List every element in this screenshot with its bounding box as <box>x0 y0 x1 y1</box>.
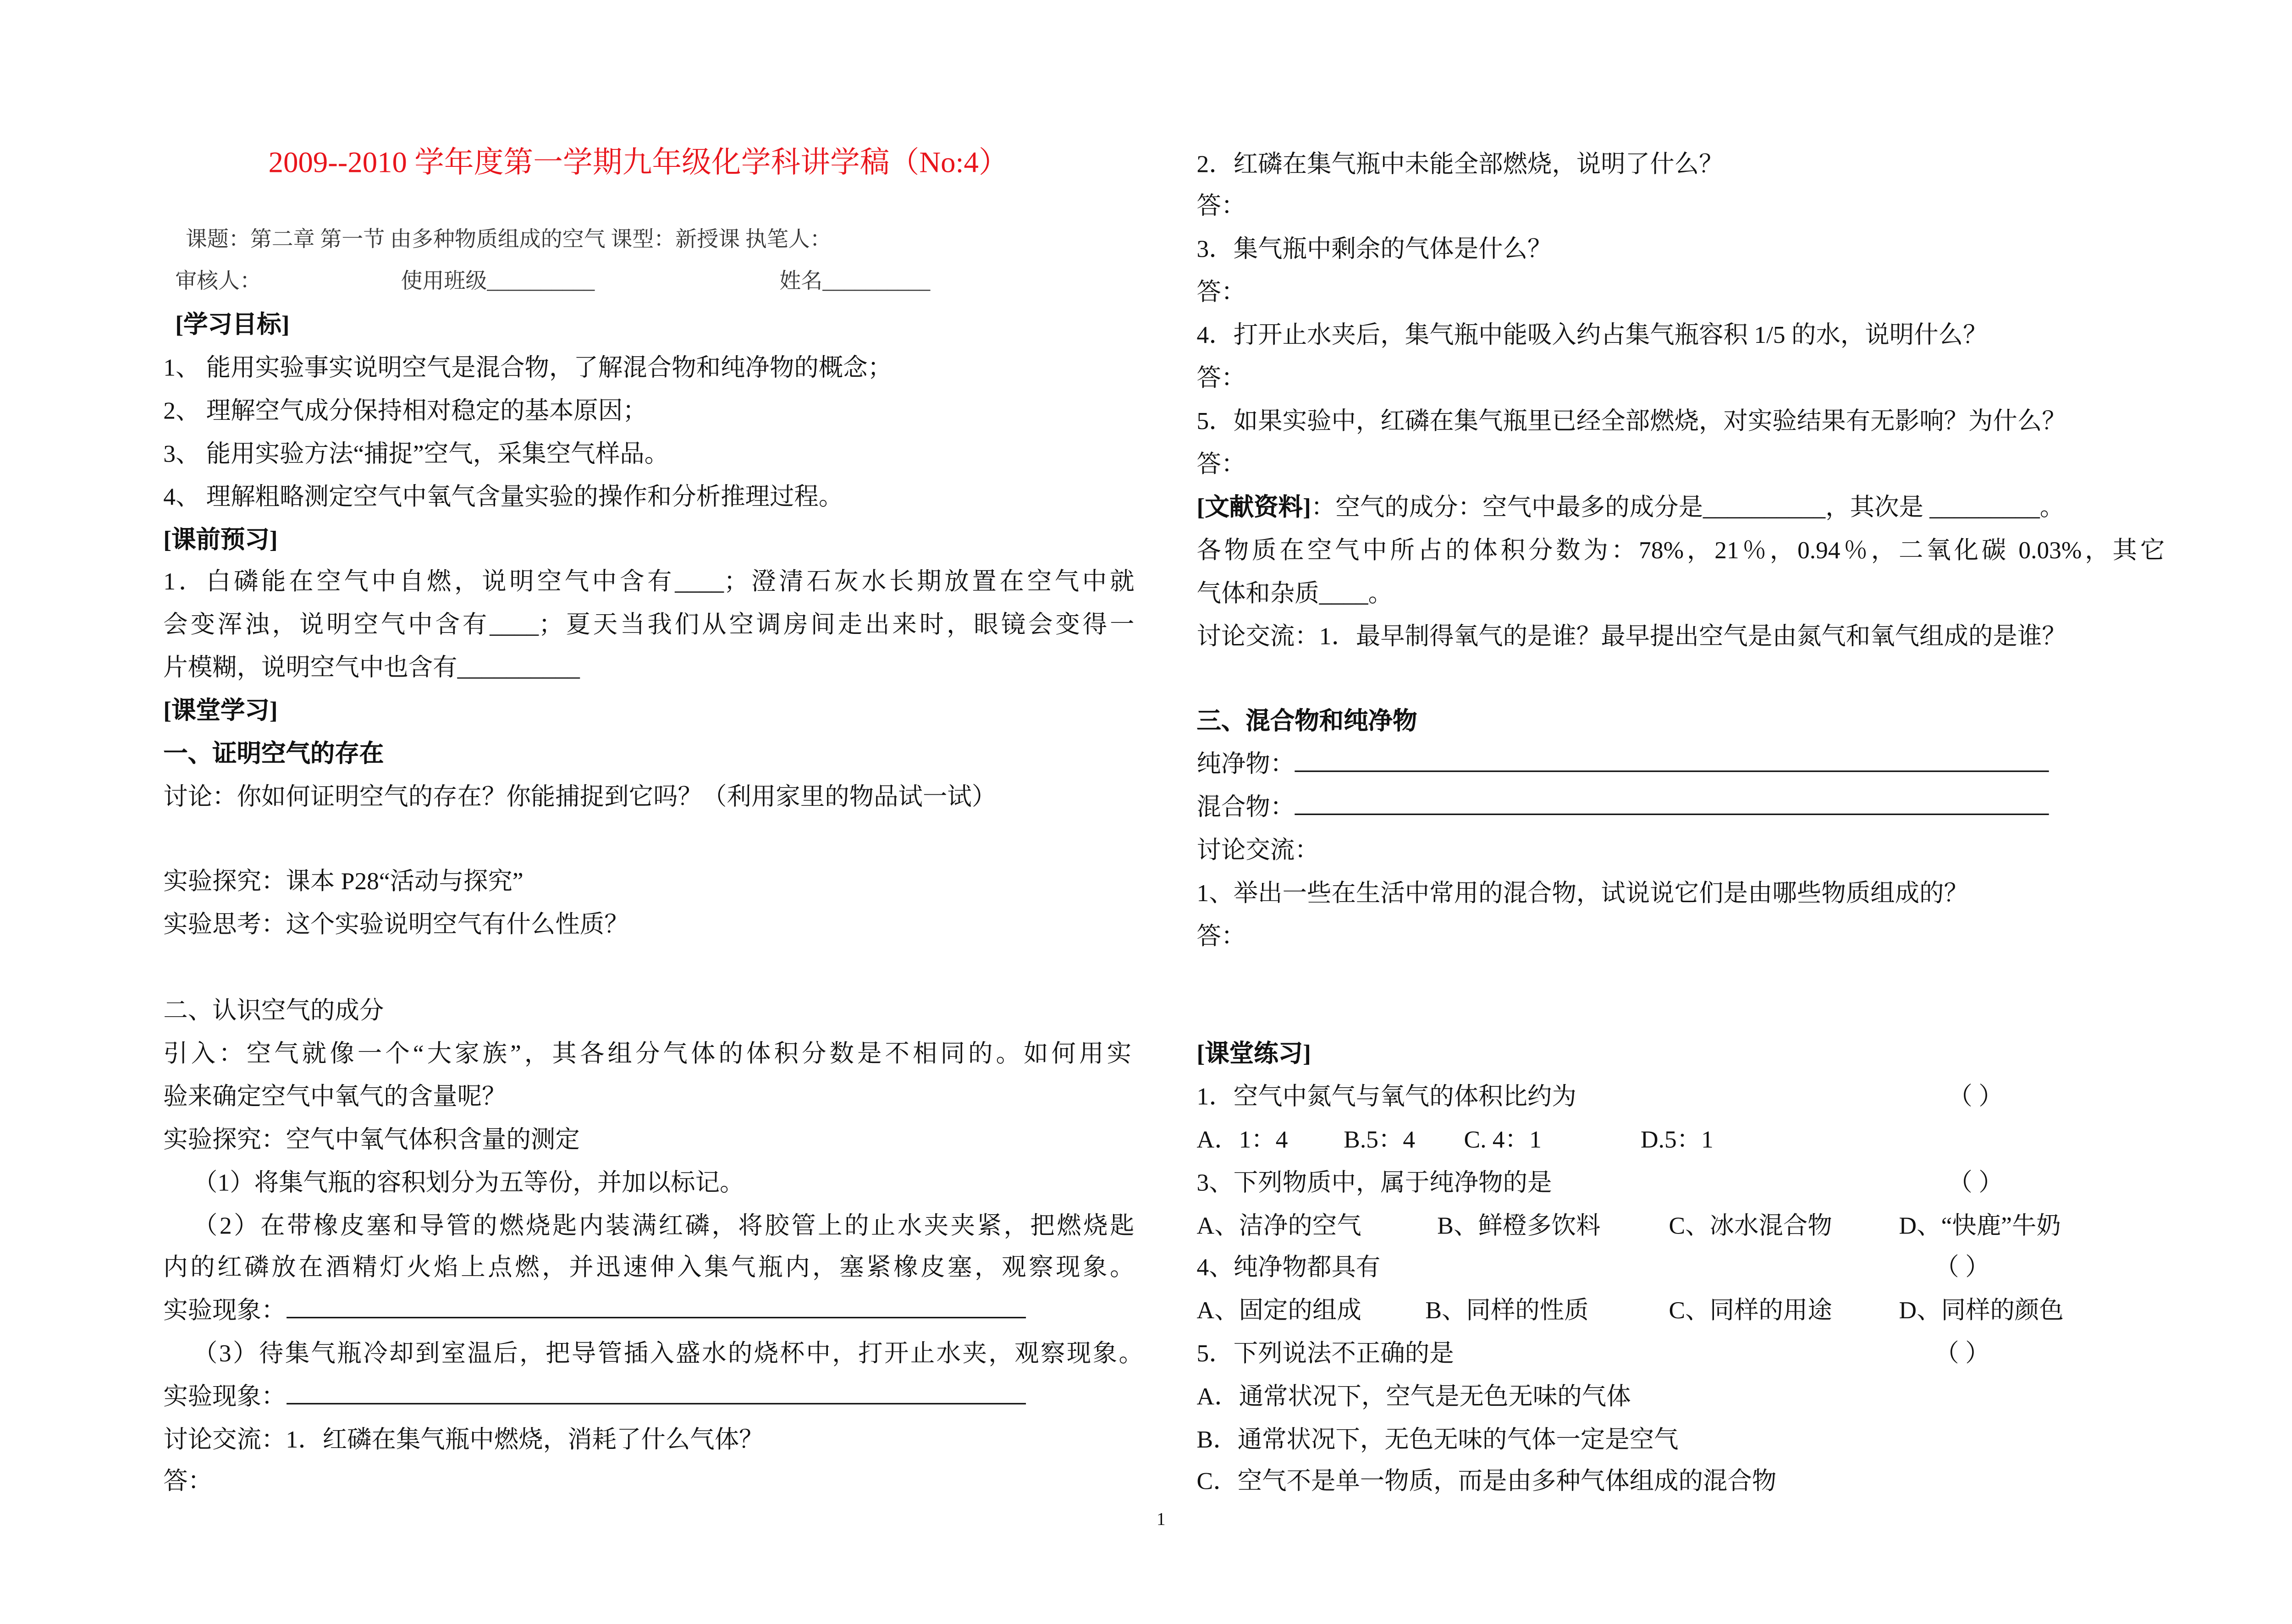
answer-paren: （ ） <box>1934 1253 1990 1282</box>
option: C、冰水混合物 <box>1669 1211 1832 1240</box>
goals-heading: [学习目标] <box>175 310 290 339</box>
text-line: （3）待集气瓶冷却到室温后，把导管插入盛水的烧杯中，打开止水夹，观察现象。 <box>193 1339 1143 1368</box>
section-2-heading: 二、认识空气的成分 <box>163 996 384 1024</box>
option: B．通常状况下，无色无味的气体一定是空气 <box>1196 1425 1679 1453</box>
goal-item: 3、 能用实验方法“捕捉”空气，采集空气样品。 <box>163 439 669 468</box>
option: B、同样的性质 <box>1425 1296 1589 1325</box>
option: D、“快鹿”牛奶 <box>1899 1211 2061 1240</box>
text-line: 讨论交流：1．红磷在集气瓶中燃烧，消耗了什么气体？ <box>163 1425 764 1453</box>
practice-heading: [课堂练习] <box>1196 1039 1311 1068</box>
text-line: 讨论交流：1．最早制得氧气的是谁？最早提出空气是由氮气和氧气组成的是谁？ <box>1196 622 2066 650</box>
pure-label: 纯净物： <box>1196 749 1295 778</box>
answer-paren: （ ） <box>1934 1339 1990 1368</box>
preview-line: 1．白磷能在空气中自燃，说明空气中含有____；澄清石灰水长期放置在空气中就 <box>163 567 1135 595</box>
answer: 答： <box>1196 277 1246 306</box>
preview-line: 会变浑浊，说明空气中含有____；夏天当我们从空调房间走出来时，眼镜会变得一 <box>163 610 1135 639</box>
option: A、洁净的空气 <box>1196 1211 1361 1240</box>
text-line: 实验探究：空气中氧气体积含量的测定 <box>163 1125 580 1154</box>
goal-item: 1、 能用实验事实说明空气是混合物，了解混合物和纯净物的概念； <box>163 353 893 382</box>
question-3: 3、下列物质中，属于纯净物的是 <box>1196 1168 1552 1197</box>
question: 2．红磷在集气瓶中未能全部燃烧，说明了什么？ <box>1196 150 1724 178</box>
topic-line: 课题：第二章 第一节 由多种物质组成的空气 课型：新授课 执笔人： <box>185 228 832 253</box>
literature-text: ：空气的成分：空气中最多的成分是__________，其次是 _________。 <box>1311 493 2065 521</box>
answer-line <box>1295 747 2049 772</box>
pure-substance-field <box>1197 747 2049 782</box>
option: D、同样的颜色 <box>1899 1296 2064 1325</box>
question-1: 1．空气中氮气与氧气的体积比约为 <box>1196 1082 1576 1111</box>
page-number: 1 <box>1157 1508 1166 1530</box>
goal-item: 4、 理解粗略测定空气中氧气含量实验的操作和分析推理过程。 <box>163 482 843 511</box>
goal-item: 2、 理解空气成分保持相对稳定的基本原因； <box>163 396 647 425</box>
class-field: 使用班级__________ <box>401 270 595 294</box>
option: B、鲜橙多饮料 <box>1437 1211 1601 1240</box>
option: A．1：4 <box>1196 1125 1288 1154</box>
observation-label: 实验现象： <box>163 1296 286 1325</box>
text-line: （1）将集气瓶的容积划分为五等份，并加以标记。 <box>193 1168 744 1197</box>
text-line: 答： <box>163 1467 213 1495</box>
text-line: 内的红磷放在酒精灯火焰上点燃，并迅速伸入集气瓶内，塞紧橡皮塞，观察现象。 <box>163 1253 1135 1282</box>
text-line: 气体和杂质____。 <box>1196 579 1393 607</box>
observation-field <box>163 1293 1025 1329</box>
answer: 答： <box>1196 191 1246 220</box>
observation-field <box>163 1379 1025 1415</box>
option: C、同样的用途 <box>1669 1296 1832 1325</box>
page-title: 2009--2010 学年度第一学期九年级化学科讲学稿（No:4） <box>268 147 1008 180</box>
mixture-field <box>1197 790 2049 826</box>
option: A．通常状况下，空气是无色无味的气体 <box>1196 1382 1631 1410</box>
answer: 答： <box>1196 450 1246 478</box>
preview-line: 片模糊，说明空气中也含有__________ <box>163 653 580 682</box>
option: D.5：1 <box>1640 1125 1713 1154</box>
question: 4．打开止水夹后，集气瓶中能吸入约占集气瓶容积 1/5 的水，说明什么？ <box>1196 320 1988 349</box>
answer-line <box>1295 790 2049 815</box>
name-field: 姓名__________ <box>779 270 931 294</box>
observation-label: 实验现象： <box>163 1382 286 1410</box>
answer: 答： <box>1196 363 1246 392</box>
mixture-label: 混合物： <box>1196 793 1295 821</box>
class-heading: [课堂学习] <box>163 696 278 725</box>
text-line: 实验探究：课本 P28“活动与探究” <box>163 867 523 896</box>
literature-label: [文献资料] <box>1196 493 1311 521</box>
answer-paren: （ ） <box>1948 1168 2003 1197</box>
text-line: （2）在带橡皮塞和导管的燃烧匙内装满红磷，将胶管上的止水夹夹紧，把燃烧匙 <box>193 1211 1135 1240</box>
section-3-heading: 三、混合物和纯净物 <box>1196 706 1417 735</box>
question-4: 4、纯净物都具有 <box>1196 1253 1381 1282</box>
literature-line <box>1197 490 2065 526</box>
option: C. 4：1 <box>1464 1125 1542 1154</box>
answer-line <box>286 1293 1025 1318</box>
option: B.5：4 <box>1344 1125 1416 1154</box>
text-line: 引入：空气就像一个“大家族”，其各组分气体的体积分数是不相同的。如何用实 <box>163 1039 1132 1068</box>
answer-paren: （ ） <box>1948 1082 2003 1111</box>
text-line: 实验思考：这个实验说明空气有什么性质？ <box>163 910 629 938</box>
text-line: 1、举出一些在生活中常用的混合物，试说说它们是由哪些物质组成的？ <box>1196 879 1968 907</box>
preview-heading: [课前预习] <box>163 525 278 554</box>
text-line: 答： <box>1196 922 1246 950</box>
text-line: 讨论交流： <box>1196 836 1319 864</box>
reviewer-label: 审核人： <box>175 270 262 294</box>
text-line: 讨论：你如何证明空气的存在？你能捕捉到它吗？（利用家里的物品试一试） <box>163 782 997 811</box>
question-5: 5．下列说法不正确的是 <box>1196 1339 1454 1368</box>
option: A、固定的组成 <box>1196 1296 1361 1325</box>
text-line: 各物质在空气中所占的体积分数为：78%，21％，0.94％，二氧化碳 0.03%，其它 <box>1196 536 2165 564</box>
text-line: 验来确定空气中氧气的含量呢？ <box>163 1082 507 1111</box>
option: C．空气不是单一物质，而是由多种气体组成的混合物 <box>1196 1467 1777 1495</box>
answer-line <box>286 1379 1025 1404</box>
question: 5．如果实验中，红磷在集气瓶里已经全部燃烧，对实验结果有无影响？为什么？ <box>1196 407 2066 435</box>
section-1-heading: 一、证明空气的存在 <box>163 739 384 768</box>
question: 3．集气瓶中剩余的气体是什么？ <box>1196 234 1552 263</box>
